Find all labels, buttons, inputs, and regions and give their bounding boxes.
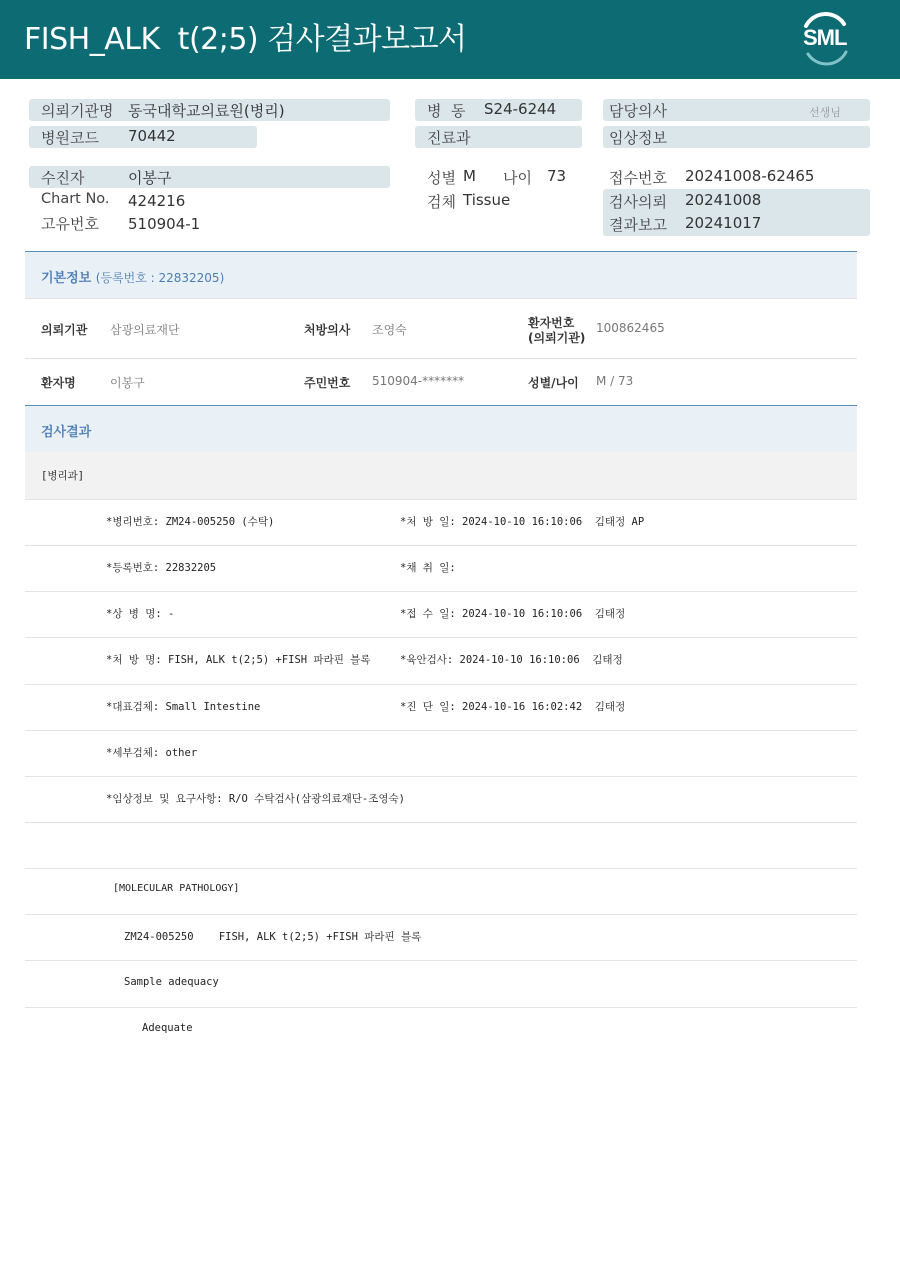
field-sexage-label: 성별/나이 (528, 376, 579, 390)
results-header (25, 405, 857, 452)
field-pid-label-1: 환자번호 (528, 316, 575, 330)
result-row-left: *병리번호: ZM24-005250 (수탁) (106, 516, 275, 528)
divider (25, 960, 857, 961)
divider (25, 776, 857, 777)
ward-label: 병 동 (427, 102, 466, 120)
basic-info-header (25, 251, 857, 298)
clinical-label: 임상정보 (609, 129, 667, 147)
field-pid-value: 100862465 (596, 321, 665, 335)
result-row-right: *육안검사: 2024-10-10 16:10:06 김태정 (400, 654, 623, 666)
result-row-right: *접 수 일: 2024-10-10 16:10:06 김태정 (400, 608, 626, 620)
age-label: 나이 (503, 169, 532, 187)
chart-value: 424216 (128, 192, 186, 210)
specimen-value: Tissue (463, 191, 511, 209)
molecular-title: [MOLECULAR PATHOLOGY] (113, 883, 240, 894)
ward-value: S24-6244 (484, 100, 557, 118)
report-title: FISH_ALK t(2;5) 검사결과보고서 (24, 22, 467, 57)
field-name-value: 이봉구 (110, 376, 145, 390)
sex-value: M (463, 167, 476, 185)
field-rrn-value: 510904-******* (372, 374, 465, 388)
result-row-left: *세부검체: other (106, 747, 198, 759)
receipt-value: 20241008-62465 (685, 167, 815, 185)
field-name-label: 환자명 (41, 376, 76, 390)
divider (25, 637, 857, 638)
divider (25, 730, 857, 731)
dept-label: 진료과 (427, 129, 471, 147)
unique-label: 고유번호 (41, 215, 99, 233)
divider (25, 545, 857, 546)
adequacy-value: Adequate (142, 1022, 193, 1034)
receipt-label: 접수번호 (609, 169, 667, 187)
divider (25, 499, 857, 500)
request-value: 20241008 (685, 191, 762, 209)
divider (25, 298, 857, 299)
result-row-left: *처 방 명: FISH, ALK t(2;5) +FISH 파라핀 블록 (106, 654, 371, 666)
dept-band (25, 452, 857, 499)
logo-text: SML (803, 25, 847, 50)
result-row-right: *진 단 일: 2024-10-16 16:02:42 김태정 (400, 701, 626, 713)
field-presc-label: 처방의사 (304, 323, 351, 337)
field-inst-value: 삼광의료재단 (110, 323, 180, 337)
field-inst-label: 의뢰기관 (41, 323, 88, 337)
basic-info-reg-no: (등록번호 : 22832205) (95, 271, 225, 285)
divider (25, 358, 857, 359)
chart-label: Chart No. (41, 191, 110, 207)
adequacy-label: Sample adequacy (124, 976, 219, 988)
basic-info-title: 기본정보 (등록번호 : 22832205) (41, 271, 225, 286)
result-row-left: *등록번호: 22832205 (106, 562, 217, 574)
divider (25, 591, 857, 592)
report-header (0, 0, 900, 79)
result-row-left: *상 병 명: - (106, 608, 175, 620)
doctor-suffix: 선생님 (809, 106, 841, 119)
hospital-code-label: 병원코드 (41, 129, 99, 147)
dept-name: [병리과] (41, 470, 85, 482)
divider (25, 914, 857, 915)
report-date-value: 20241017 (685, 214, 762, 232)
field-sexage-value: M / 73 (596, 374, 634, 388)
divider (25, 868, 857, 869)
divider (25, 1007, 857, 1008)
specimen-label: 검체 (427, 193, 456, 211)
result-row-left: *대표검체: Small Intestine (106, 701, 261, 713)
molecular-line: ZM24-005250 FISH, ALK t(2;5) +FISH 파라핀 블록 (124, 931, 422, 943)
patient-value: 이봉구 (128, 169, 172, 187)
result-row-left: *임상정보 및 요구사항: R/O 수탁검사(삼광의료재단-조영숙) (106, 793, 406, 805)
unique-value: 510904-1 (128, 215, 201, 233)
report-date-label: 결과보고 (609, 216, 667, 234)
hospital-code-value: 70442 (128, 127, 176, 145)
sex-label: 성별 (427, 169, 456, 187)
field-rrn-label: 주민번호 (304, 376, 351, 390)
result-row-right: *처 방 일: 2024-10-10 16:10:06 김태정 AP (400, 516, 645, 528)
request-label: 검사의뢰 (609, 193, 667, 211)
patient-label: 수진자 (41, 169, 85, 187)
doctor-label: 담당의사 (609, 102, 667, 120)
institution-label: 의뢰기관명 (41, 102, 114, 120)
age-value: 73 (547, 167, 567, 185)
divider (25, 684, 857, 685)
sml-logo (796, 12, 856, 66)
field-pid-label-2: (의뢰기관) (528, 331, 586, 345)
institution-value: 동국대학교의료원(병리) (128, 102, 285, 120)
field-presc-value: 조영숙 (372, 323, 407, 337)
result-row-right: *채 취 일: (400, 562, 456, 574)
divider (25, 822, 857, 823)
results-title: 검사결과 (41, 425, 92, 440)
